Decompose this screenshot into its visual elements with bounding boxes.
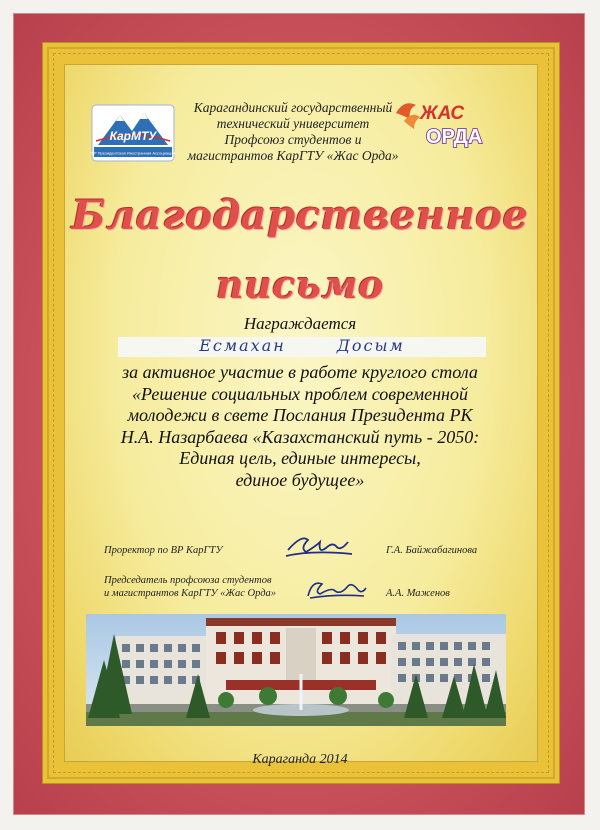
certificate-subtitle: письмо — [216, 262, 384, 307]
zhas-orda-logo — [390, 95, 508, 150]
organization-block — [168, 100, 418, 164]
signatory-1-name: Г.А. Байжабагинова — [386, 545, 478, 556]
university-building-photo — [86, 614, 506, 726]
certificate-body — [64, 362, 536, 491]
signature-1-mark — [282, 528, 356, 564]
kargtu-logo-text: КарМТУ — [109, 129, 157, 143]
signatory-2-role-line: и магистрантов КарГТУ «Жас Орда» — [104, 588, 277, 599]
recipient-name — [118, 336, 486, 355]
svg-text:ЖАС: ЖАС — [420, 103, 465, 124]
kargtu-logo — [88, 103, 178, 163]
awarded-label: Награждается — [243, 314, 357, 333]
signatory-1-role: Проректор по ВР КарГТУ — [104, 545, 223, 556]
svg-text:ОРДА: ОРДА — [426, 126, 483, 148]
body-line: Н.А. Назарбаева «Казахстанский путь - 2050: — [120, 426, 480, 447]
body-line: молодежи в свете Послания Президента РК — [127, 405, 473, 425]
kargtu-logo-caption: ВР Президентская Иностранная Ассоциация — [91, 150, 175, 156]
org-line: Профсоюз студентов и — [224, 132, 362, 147]
recipient-first-name: Есмахан — [199, 336, 286, 355]
recipient-last-name: Досым — [336, 336, 405, 355]
body-line: единое будущее» — [235, 469, 365, 490]
body-line: «Решение социальных проблем современной — [132, 383, 468, 404]
certificate-title: Благодарственное — [71, 192, 529, 239]
org-line: магистрантов КарГТУ «Жас Орда» — [187, 148, 399, 163]
body-line: Единая цель, единые интересы, — [179, 448, 421, 468]
org-line: технический университет — [216, 116, 370, 131]
signatory-2-role-line: Председатель профсоюза студентов — [104, 575, 272, 586]
signature-2-mark — [300, 572, 372, 606]
signatory-2-name: А.А. Маженов — [386, 588, 450, 599]
body-line: за активное участие в работе круглого стола — [122, 362, 478, 382]
signatory-2-role — [104, 574, 276, 600]
org-line: Карагандинский государственный — [193, 100, 393, 115]
certificate-footer: Караганда 2014 — [252, 752, 348, 767]
